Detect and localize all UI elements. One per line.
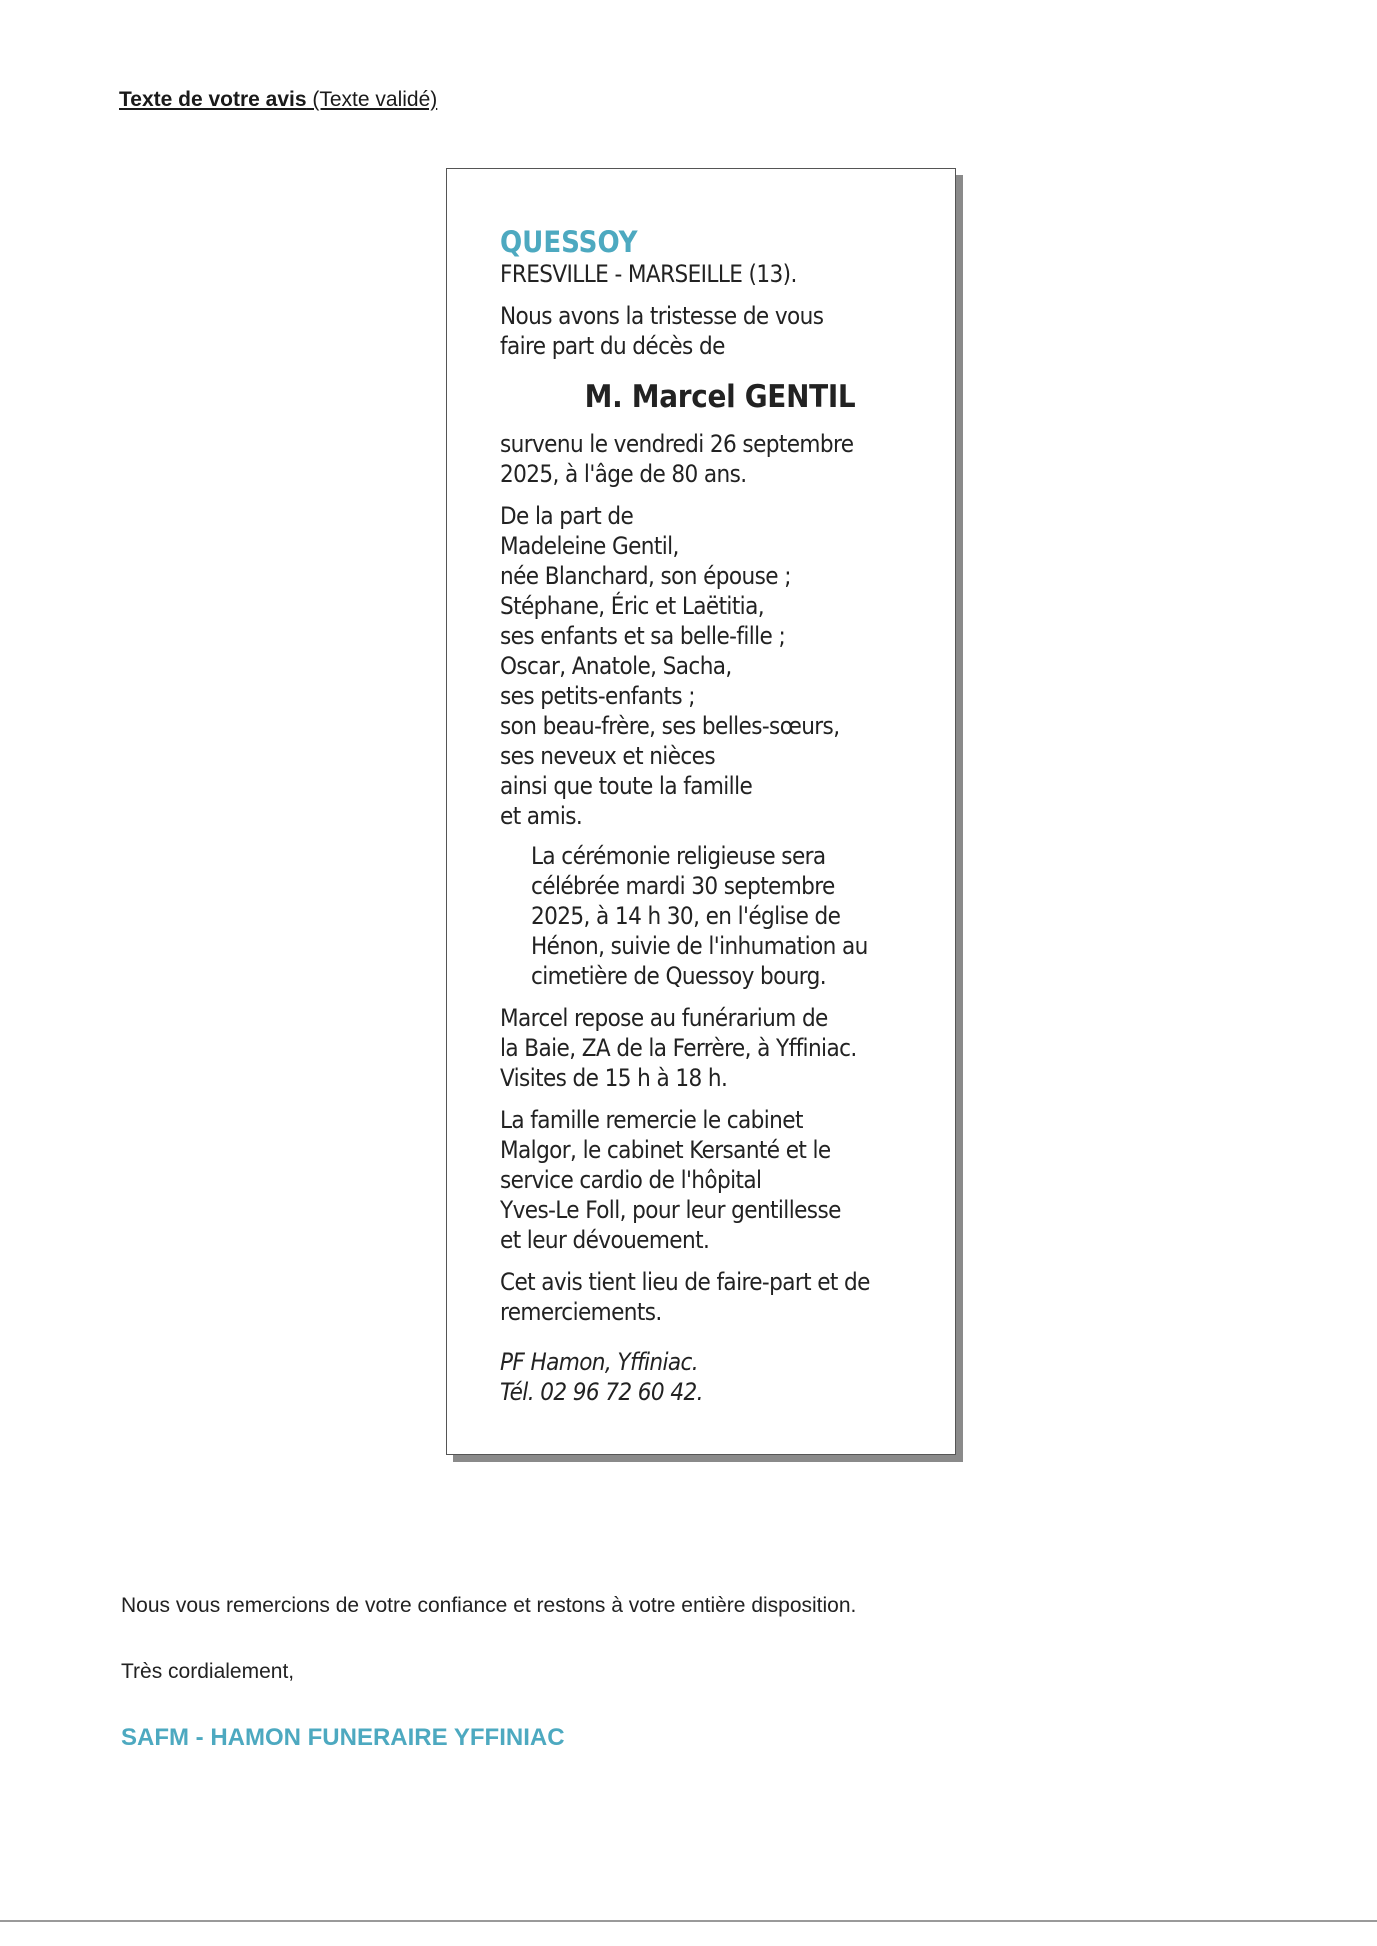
bottom-divider bbox=[0, 1920, 1377, 1922]
page-header bbox=[119, 88, 437, 112]
company-name: SAFM - HAMON FUNERAIRE YFFINIAC bbox=[121, 1724, 565, 1751]
header-status: (Texte validé) bbox=[306, 88, 438, 111]
notice-death-date: survenu le vendredi 26 septembre 2025, à l'âge de 80 ans. bbox=[500, 430, 854, 488]
header-title: Texte de votre avis bbox=[119, 88, 307, 111]
notice-family: De la part de Madeleine Gentil, née Blanchard, son épouse ; Stéphane, Éric et Laëtitia, ses enfants et sa belle-fille ; Oscar, Anatole, Sacha, ses petits-enfants ; son beau-frère, ses belles-sœurs, ses neveux et nièces ainsi que toute la famille et amis. bbox=[500, 502, 840, 830]
notice-faire-part: Cet avis tient lieu de faire-part et de remerciements. bbox=[500, 1268, 870, 1326]
notice-rest: Marcel repose au funérarium de la Baie, ZA de la Ferrère, à Yffiniac. Visites de 15 h à 18 h. bbox=[500, 1004, 857, 1092]
notice-locations: FRESVILLE - MARSEILLE (13). bbox=[500, 260, 797, 288]
funeral-home-contact: PF Hamon, Yffiniac. Tél. 02 96 72 60 42. bbox=[500, 1348, 703, 1406]
closing-regards: Très cordialement, bbox=[121, 1660, 295, 1683]
notice-town: QUESSOY bbox=[500, 225, 638, 259]
notice-content bbox=[500, 225, 940, 1407]
closing-thanks: Nous vous remercions de votre confiance et restons à votre entière disposition. bbox=[121, 1594, 857, 1617]
obituary-notice bbox=[446, 168, 956, 1455]
deceased-name: M. Marcel GENTIL bbox=[584, 379, 856, 415]
notice-intro: Nous avons la tristesse de vous faire part du décès de bbox=[500, 302, 824, 360]
notice-ceremony: La cérémonie religieuse sera célébrée mardi 30 septembre 2025, à 14 h 30, en l'église de Hénon, suivie de l'inhumation au cimetière de Quessoy bourg. bbox=[531, 842, 868, 990]
notice-thanks: La famille remercie le cabinet Malgor, le cabinet Kersanté et le service cardio de l'hôpital Yves-Le Foll, pour leur gentillesse et leur dévouement. bbox=[500, 1106, 841, 1254]
